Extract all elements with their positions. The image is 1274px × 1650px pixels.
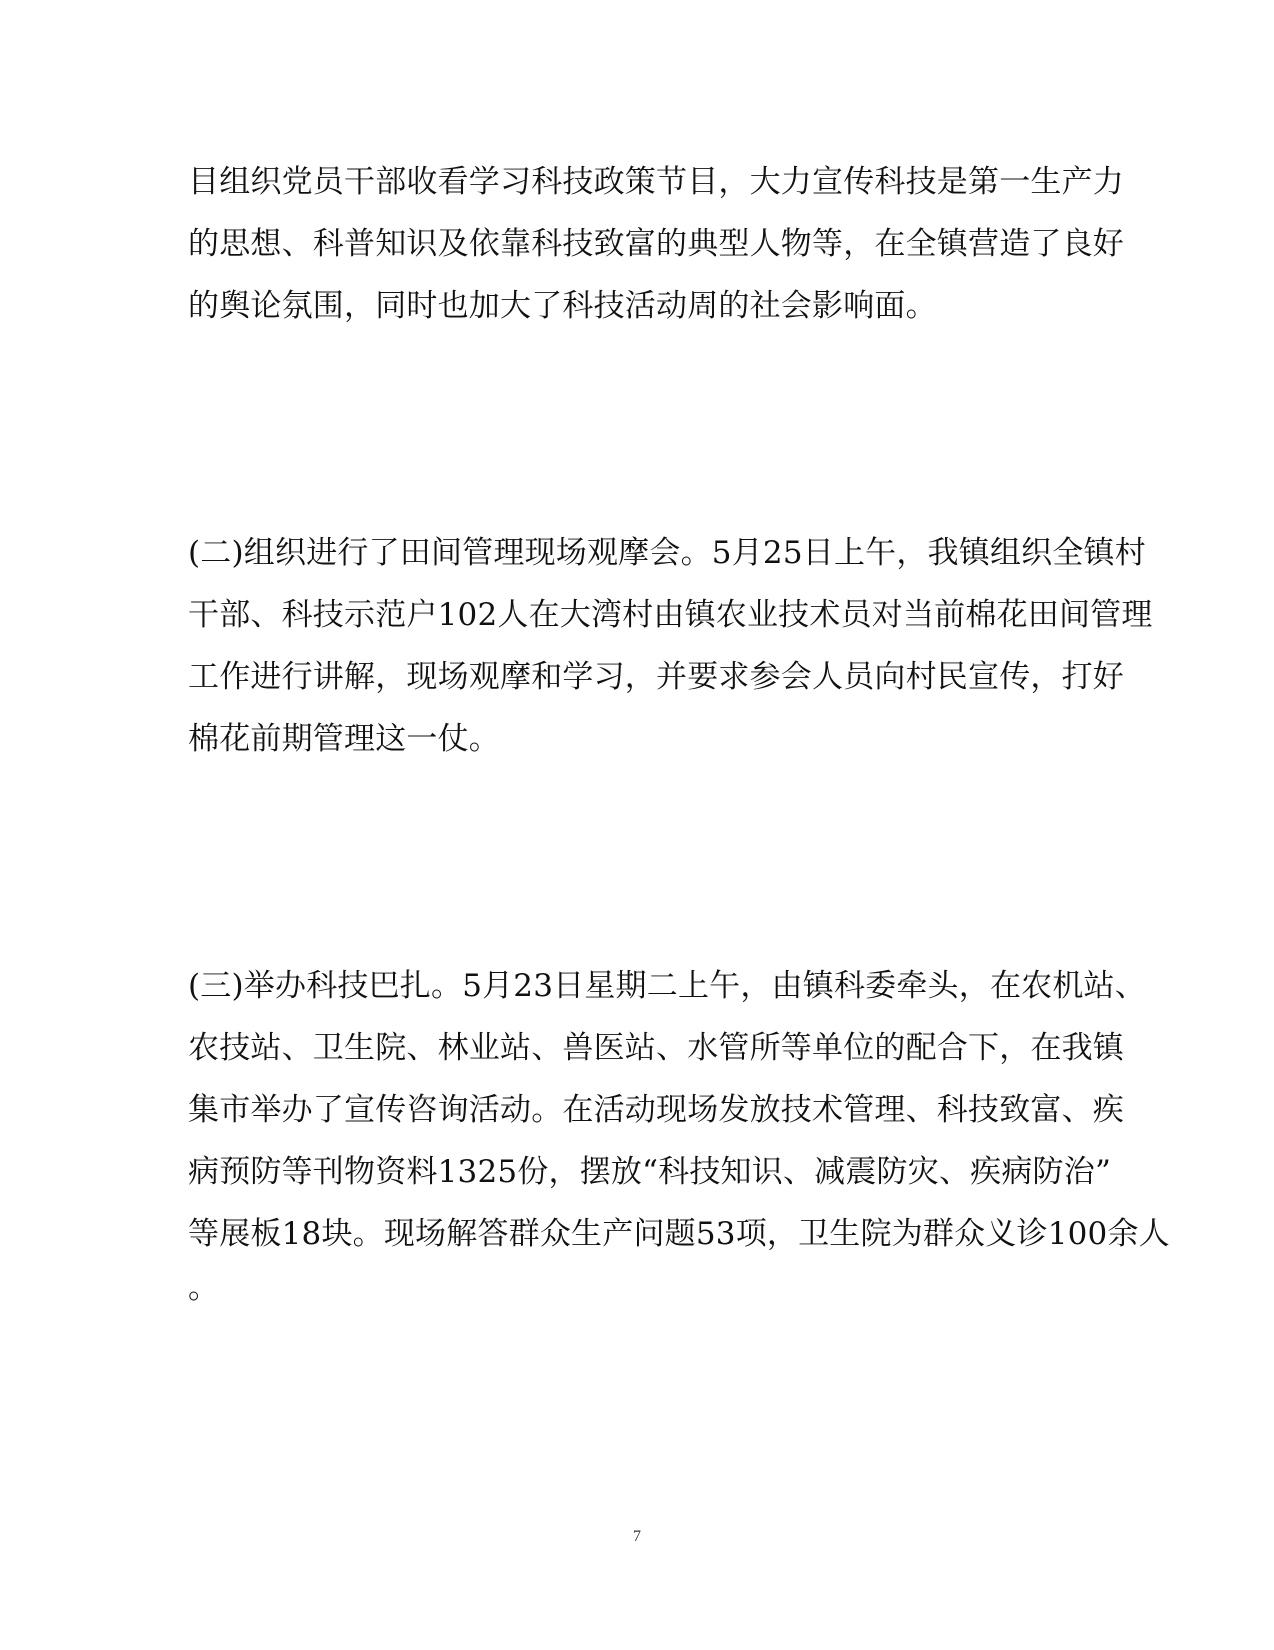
paragraph-line: (二)组织进行了田间管理现场观摩会。5月25日上午，我镇组织全镇村 bbox=[188, 535, 1146, 571]
paragraph-line: 集市举办了宣传咨询活动。在活动现场发放技术管理、科技致富、疾 bbox=[188, 1092, 1124, 1128]
paragraph-line: 农技站、卫生院、林业站、兽医站、水管所等单位的配合下，在我镇 bbox=[188, 1030, 1124, 1066]
paragraph-line: (三)举办科技巴扎。5月23日星期二上午，由镇科委牵头，在农机站、 bbox=[188, 968, 1146, 1004]
paragraph-line: 病预防等刊物资料1325份，摆放“科技知识、减震防灾、疾病防治” bbox=[188, 1154, 1111, 1190]
paragraph-line: 棉花前期管理这一仗。 bbox=[188, 721, 500, 757]
paragraph-line: 目组织党员干部收看学习科技政策节目，大力宣传科技是第一生产力 bbox=[188, 164, 1124, 200]
page-number: 7 bbox=[633, 1528, 641, 1545]
paragraph-line: 的舆论氛围，同时也加大了科技活动周的社会影响面。 bbox=[188, 288, 937, 324]
paragraph-line: 干部、科技示范户102人在大湾村由镇农业技术员对当前棉花田间管理 bbox=[188, 597, 1153, 633]
paragraph-line: 工作进行讲解，现场观摩和学习，并要求参会人员向村民宣传，打好 bbox=[188, 659, 1124, 695]
paragraph-line: 。 bbox=[188, 1270, 220, 1306]
paragraph-line: 的思想、科普知识及依靠科技致富的典型人物等，在全镇营造了良好 bbox=[188, 226, 1124, 262]
paragraph-line: 等展板18块。现场解答群众生产问题53项，卫生院为群众义诊100余人 bbox=[188, 1216, 1170, 1252]
